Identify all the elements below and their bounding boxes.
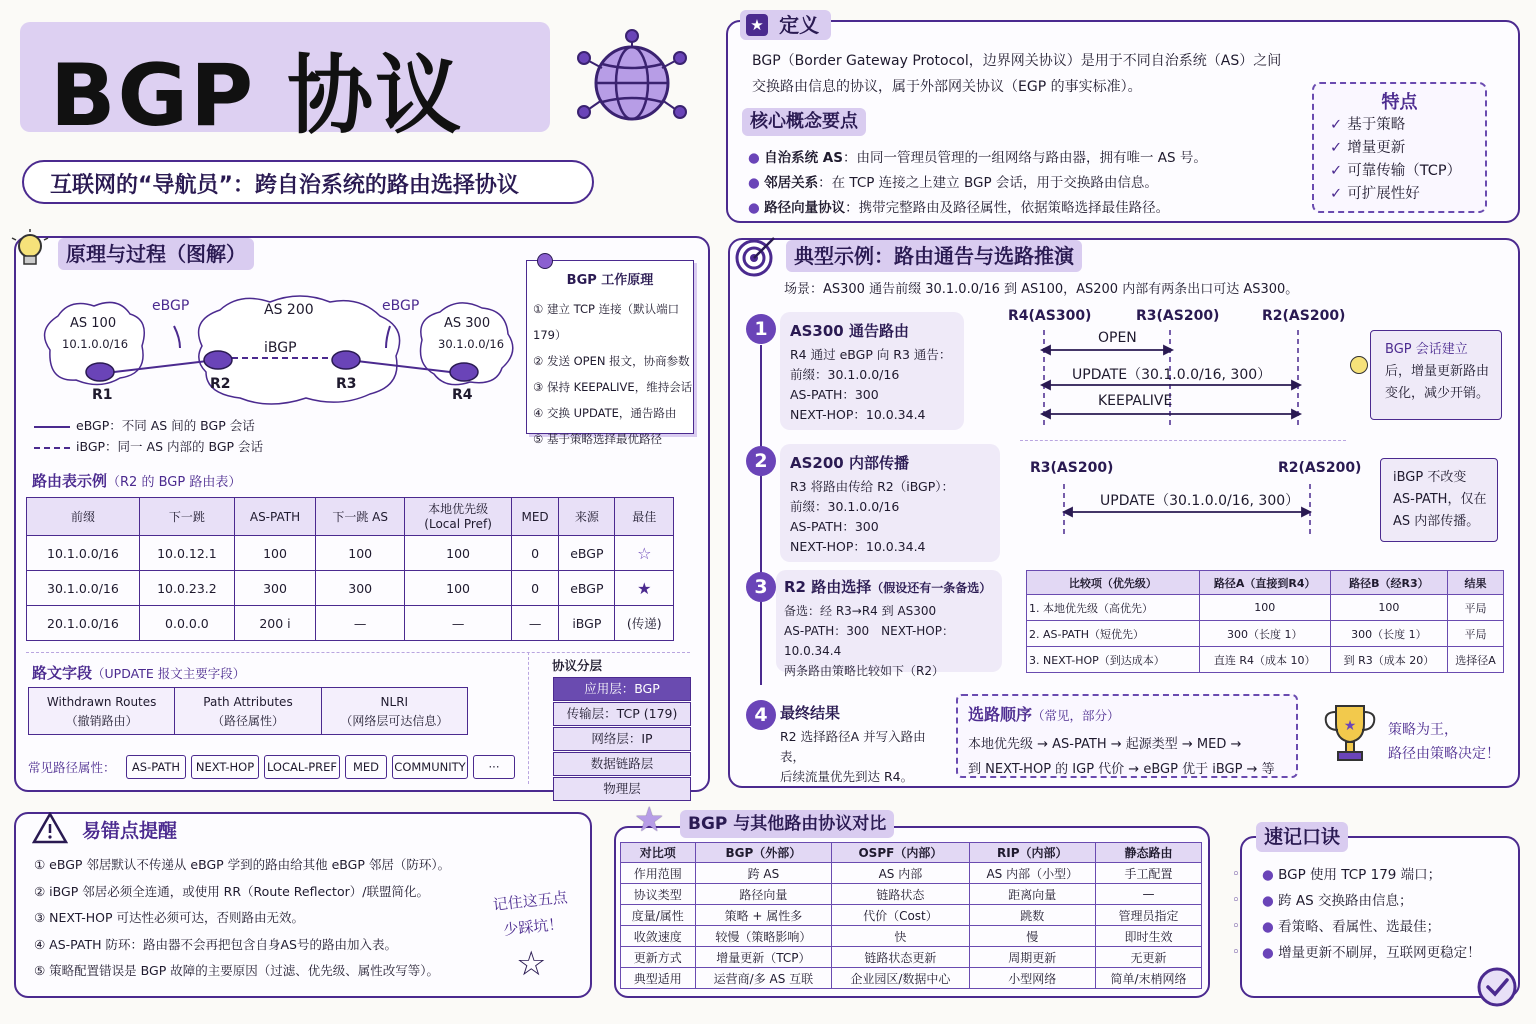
step-number-1: 1 — [746, 314, 776, 344]
memo-item: ● 看策略、看属性、选最佳； — [1262, 914, 1481, 940]
ebgp-label-left: eBGP — [152, 298, 190, 314]
features-title: 特点 — [1381, 92, 1418, 113]
seq1-r4: R4(AS300) — [1008, 308, 1092, 324]
as100-net: 10.1.0.0/16 — [62, 337, 129, 351]
as300-net: 30.1.0.0/16 — [438, 337, 505, 351]
col-header: 路径B（经R3） — [1330, 571, 1447, 595]
table-row: 2. AS-PATH（短优先） 300（长度 1） 300（长度 1） 平局 — [1027, 621, 1504, 647]
step-number-2: 2 — [746, 446, 776, 476]
selection-order-box: 选路顺序（常见，部分） 本地优先级 → AS-PATH → 起源类型 → MED → 到 NEXT-HOP 的 IGP 代价 → eBGP 优于 iBGP → 等 — [956, 694, 1298, 778]
field-path-attributes: Path Attributes （路径属性） — [175, 688, 321, 734]
seq2-r3: R3(AS200) — [1030, 460, 1114, 476]
col-header: MED — [511, 498, 558, 536]
feature-item: ✓ 增量更新 — [1330, 140, 1406, 156]
work-step: ④ 交换 UPDATE，通告路由 — [533, 406, 677, 420]
step-arrow — [760, 345, 762, 685]
col-header: 最佳 — [615, 498, 674, 536]
seq2-r2: R2(AS200) — [1278, 460, 1362, 476]
router-r3 — [332, 351, 360, 369]
field-withdrawn: Withdrawn Routes （撤销路由） — [29, 688, 175, 734]
check-icon: ✓ — [1330, 186, 1348, 202]
col-header: AS-PATH — [234, 498, 315, 536]
route-table — [26, 497, 674, 641]
globe-icon — [572, 28, 692, 138]
col-header: 结果 — [1448, 571, 1504, 595]
core-concepts-header: 核心概念要点 — [742, 108, 866, 136]
col-header: 路径A（直接到R4） — [1199, 571, 1330, 595]
attr-chip: NEXT-HOP — [191, 755, 259, 779]
router-r2 — [204, 351, 232, 369]
table-row: 作用范围 跨 AS AS 内部 AS 内部（小型） 手工配置 — [621, 863, 1202, 884]
definition-header: ★ 定义 — [740, 10, 831, 40]
step-number-4: 4 — [746, 700, 776, 730]
work-principle-note — [526, 260, 694, 446]
check-icon: ✓ — [1330, 140, 1348, 156]
trophy-icon — [1320, 702, 1380, 764]
layer-datalink: 数据链路层 — [553, 752, 691, 776]
attr-chip: MED — [345, 755, 387, 779]
protocol-layers — [553, 677, 691, 802]
work-step: ⑤ 基于策略选择最优路径 — [533, 432, 662, 446]
layer-app: 应用层：BGP — [553, 677, 691, 701]
divider — [26, 652, 690, 653]
page-title: BGP 协议 — [50, 46, 464, 146]
mistakes-list — [34, 852, 450, 985]
comparison-header: BGP 与其他路由协议对比 — [680, 810, 894, 838]
note-ibgp: iBGP 不改变 AS-PATH，仅在 AS 内部传播。 — [1380, 458, 1498, 542]
col-header: 前缀 — [27, 498, 140, 536]
update-fields — [28, 687, 468, 735]
attrs-chips — [126, 755, 515, 779]
core-item: ● 路径向量协议：携带完整路由及路径属性，依据策略选择最佳路径。 — [748, 196, 1207, 221]
memo-rings: ◦ ◦ ◦ ◦ — [1232, 867, 1240, 960]
step-number-3: 3 — [746, 572, 776, 602]
pushpin-icon — [537, 253, 553, 269]
remember-note: 记住这五点 少踩坑！ — [491, 888, 569, 939]
table-row: 30.1.0.0/16 10.0.23.2 300 300 100 0 eBGP ★ — [27, 571, 674, 606]
work-step: ③ 保持 KEEPALIVE，维持会话 — [533, 380, 693, 394]
attrs-label: 常见路径属性： — [28, 760, 116, 775]
example-scene: 场景：AS300 通告前缀 30.1.0.0/16 到 AS100，AS200 内部有两条出口可达 AS300。 — [784, 282, 1299, 297]
feature-item: ✓ 可靠传输（TCP） — [1330, 163, 1462, 179]
mistakes-header: 易错点提醒 — [82, 820, 178, 842]
table-row: 10.1.0.0/16 10.0.12.1 100 100 100 0 eBGP ☆ — [27, 536, 674, 571]
legend-ibgp: iBGP：同一 AS 内部的 BGP 会话 — [34, 437, 263, 455]
seq1-open: OPEN — [1098, 330, 1137, 346]
feature-item: ✓ 可扩展性好 — [1330, 186, 1420, 202]
step-4: 最终结果 R2 选择路径A 并写入路由表， 后续流量优先到达 R4。 — [780, 704, 926, 784]
memo-list — [1262, 862, 1481, 966]
definition-text-1: BGP（Border Gateway Protocol，边界网关协议）是用于不同自治系统（AS）之间 — [752, 53, 1282, 69]
work-title: BGP 工作原理 — [566, 273, 654, 288]
step-3: R2 路由选择（假设还有一条备选） 备选：经 R3→R4 到 AS300 AS-PATH：300 NEXT-HOP：10.0.34.4 两条路由策略比较如下（R2） — [776, 570, 1002, 672]
mistake-item: ① eBGP 邻居默认不传递从 eBGP 学到的路由给其他 eBGP 邻居（防环）。 — [34, 857, 451, 872]
memo-item: ● 跨 AS 交换路由信息； — [1262, 888, 1481, 914]
table-row: 1. 本地优先级（高优先） 100 100 平局 — [1027, 595, 1504, 621]
seq2-update: UPDATE（30.1.0.0/16, 300） — [1100, 493, 1300, 509]
features-list — [1314, 114, 1485, 206]
col-header: OSPF（内部） — [832, 843, 969, 863]
fields-title: 路文字段（UPDATE 报文主要字段） — [32, 664, 246, 682]
target-icon — [734, 234, 778, 278]
principle-header: 原理与过程（图解） — [58, 238, 254, 270]
memo-item: ● BGP 使用 TCP 179 端口； — [1262, 862, 1481, 888]
idea-icon — [1350, 356, 1368, 374]
field-nlri: NLRI （网络层可达信息） — [340, 695, 449, 728]
attr-chip: AS-PATH — [126, 755, 186, 779]
lightbulb-icon — [10, 228, 50, 276]
table-row: 3. NEXT-HOP（到达成本） 直连 R4（成本 10） 到 R3（成本 20） 选择径A — [1027, 647, 1504, 673]
router-r1 — [86, 363, 114, 381]
path-compare-table — [1026, 570, 1504, 673]
memo-header: 速记口诀 — [1256, 822, 1348, 852]
col-header: 比较项（优先级） — [1027, 571, 1200, 595]
memo-item: ● 增量更新不刷屏，互联网更稳定！ — [1262, 940, 1481, 966]
star-icon: ★ — [746, 14, 768, 36]
router-r4 — [450, 363, 478, 381]
table-row: 协议类型 路径向量 链路状态 距离向量 — — [621, 884, 1202, 905]
compare-star-icon: ★ — [634, 800, 665, 840]
ebgp-label-right: eBGP — [382, 298, 420, 314]
feature-item: ✓ 基于策略 — [1330, 117, 1406, 133]
layers-title: 协议分层 — [552, 658, 603, 673]
col-header: BGP（外部） — [695, 843, 832, 863]
ibgp-label: iBGP — [264, 340, 297, 356]
protocol-compare-table — [620, 842, 1202, 989]
mistake-item: ④ AS-PATH 防环：路由器不会再把包含自身AS号的路由加入表。 — [34, 936, 397, 952]
legend-ebgp: eBGP：不同 AS 间的 BGP 会话 — [34, 416, 255, 434]
attr-chip: COMMUNITY — [392, 755, 468, 779]
star-doodle-icon: ☆ — [516, 944, 547, 984]
mistake-item: ② iBGP 邻居必须全连通，或使用 RR（Route Reflector）/联盟简化。 — [34, 883, 429, 899]
example-header: 典型示例：路由通告与选路推演 — [786, 240, 1082, 272]
attr-chip: ··· — [473, 755, 515, 779]
table-row: 20.1.0.0/16 0.0.0.0 200 i — — — iBGP (传递) — [27, 606, 674, 641]
r4-label: R4 — [452, 387, 473, 403]
col-header: 下一跳 — [139, 498, 234, 536]
col-header: 本地优先级 (Local Pref) — [405, 498, 512, 536]
work-step: ② 发送 OPEN 报文，协商参数 — [533, 354, 690, 368]
core-list — [748, 146, 1207, 221]
step-1: AS300 通告路由 R4 通过 eBGP 向 R3 通告： 前缀：30.1.0.0/16 AS-PATH：300 NEXT-HOP：10.0.34.4 — [780, 312, 964, 430]
layer-network: 网络层：IP — [553, 727, 691, 751]
as200-label: AS 200 — [264, 302, 314, 318]
table-row: 度量/属性 策略 + 属性多 代价（Cost） 跳数 管理员指定 — [621, 905, 1202, 926]
work-step: ① 建立 TCP 连接（默认端口179） — [533, 302, 680, 342]
mistake-item: ③ NEXT-HOP 可达性必须可达，否则路由无效。 — [34, 910, 305, 925]
col-header: RIP（内部） — [969, 843, 1095, 863]
attr-chip: LOCAL-PREF — [264, 755, 340, 779]
seq1-r3: R3(AS200) — [1136, 308, 1220, 324]
checkmark-circle-icon — [1476, 966, 1518, 1008]
policy-note: 策略为王， 路径由策略决定！ — [1388, 722, 1500, 762]
note-session: BGP 会话建立 后，增量更新路由 变化，减少开销。 — [1370, 330, 1502, 420]
core-item: ● 自治系统 AS：由同一管理员管理的一组网络与路由器，拥有唯一 AS 号。 — [748, 146, 1207, 171]
col-header: 静态路由 — [1095, 843, 1201, 863]
table-row: 更新方式 增量更新（TCP） 链路状态更新 周期更新 无更新 — [621, 947, 1202, 968]
svg-text:★: ★ — [1343, 718, 1357, 734]
seq1-update: UPDATE（30.1.0.0/16, 300） — [1072, 367, 1272, 383]
check-icon: ✓ — [1330, 163, 1348, 179]
table-row: 收敛速度 较慢（策略影响） 快 慢 即时生效 — [621, 926, 1202, 947]
col-header: 下一跳 AS — [316, 498, 405, 536]
check-icon: ✓ — [1330, 117, 1348, 133]
seq1-r2: R2(AS200) — [1262, 308, 1346, 324]
step-2: AS200 内部传播 R3 将路由传给 R2（iBGP）： 前缀：30.1.0.0/16 AS-PATH：300 NEXT-HOP：10.0.34.4 — [780, 444, 1000, 562]
route-table-title: 路由表示例（R2 的 BGP 路由表） — [32, 472, 242, 490]
features-box — [1312, 82, 1487, 213]
r2-label: R2 — [210, 376, 231, 392]
subtitle-text: 互联网的“导航员”：跨自治系统的路由选择协议 — [50, 173, 519, 198]
mistake-item: ⑤ 策略配置错误是 BGP 故障的主要原因（过滤、优先级、属性改写等）。 — [34, 963, 439, 978]
layer-transport: 传输层：TCP (179) — [553, 702, 691, 726]
seq-divider — [1020, 440, 1346, 441]
col-header: 来源 — [559, 498, 615, 536]
core-item: ● 邻居关系：在 TCP 连接之上建立 BGP 会话，用于交换路由信息。 — [748, 171, 1207, 196]
col-header: 对比项 — [621, 843, 696, 863]
definition-text-2: 交换路由信息的协议，属于外部网关协议（EGP 的事实标准）。 — [752, 79, 1142, 95]
warning-icon — [32, 812, 68, 844]
r1-label: R1 — [92, 387, 113, 403]
as300-label: AS 300 — [444, 316, 491, 331]
seq1-keepalive: KEEPALIVE — [1098, 393, 1173, 409]
r3-label: R3 — [336, 376, 357, 392]
layers-divider — [528, 652, 529, 784]
work-list — [527, 288, 693, 452]
table-row: 典型适用 运营商/多 AS 互联 企业园区/数据中心 小型网络 简单/末梢网络 — [621, 968, 1202, 989]
as100-label: AS 100 — [70, 316, 117, 331]
layer-physical: 物理层 — [553, 777, 691, 801]
